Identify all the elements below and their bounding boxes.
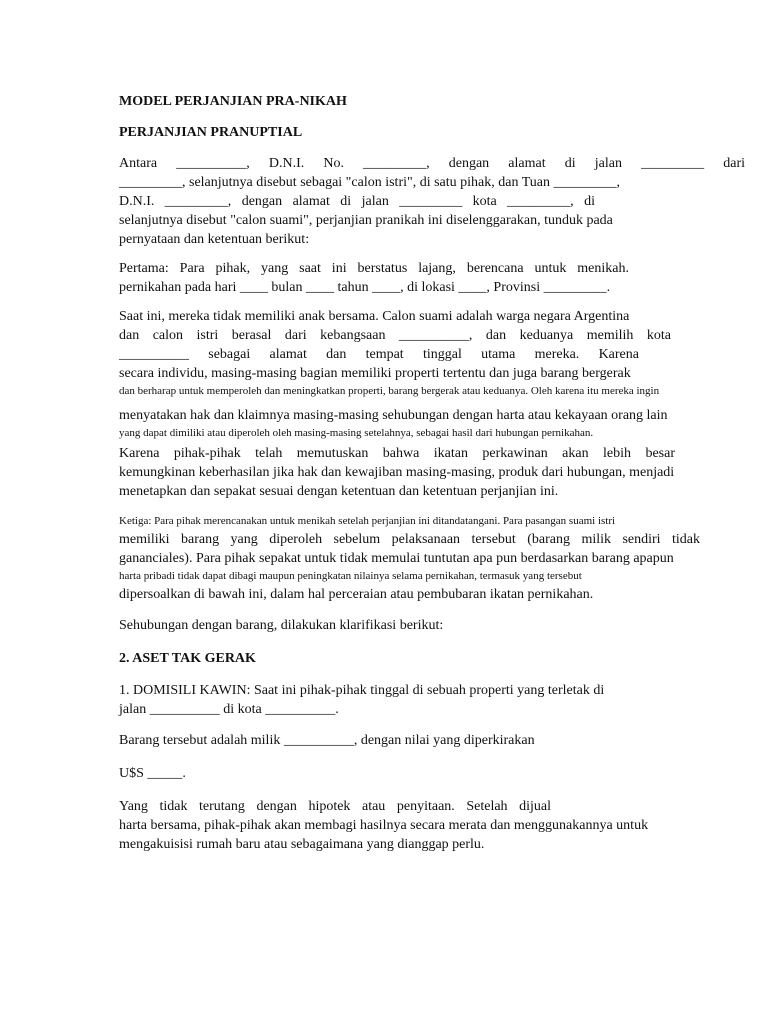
intro-line: pernyataan dan ketentuan berikut: <box>119 232 310 247</box>
section-2-heading: 2. ASET TAK GERAK <box>119 651 256 666</box>
kedua-line: secara individu, masing-masing bagian memiliki properti tertentu dan juga barang bergerak <box>119 366 631 381</box>
ketiga-line: harta pribadi tidak dapat dibagi maupun peningkatan nilainya selama pernikahan, termasuk yang tersebut <box>119 570 582 582</box>
ketiga-line: gananciales). Para pihak sepakat untuk tidak memulai tuntutan apa pun berdasarkan barang apapun <box>119 551 674 566</box>
usd-paragraph: U$S _____. <box>119 766 186 781</box>
klarifikasi-paragraph: Sehubungan dengan barang, dilakukan klarifikasi berikut: <box>119 618 444 633</box>
hipotek-paragraph <box>119 797 745 854</box>
kedua-line: yang dapat dimiliki atau diperoleh oleh masing-masing setelahnya, sebagai hasil dari hubungan pernikahan. <box>119 427 594 439</box>
document-page <box>119 92 745 854</box>
kedua-line: dan berharap untuk memperoleh dan meningkatkan properti, barang bergerak atau keduanya. Oleh karena itu mereka ingin <box>119 385 660 397</box>
barang-paragraph: Barang tersebut adalah milik __________, dengan nilai yang diperkirakan <box>119 733 535 748</box>
kedua-line: Saat ini, mereka tidak memiliki anak bersama. Calon suami adalah warga negara Argentina <box>119 309 630 324</box>
ketiga-line: Ketiga: Para pihak merencanakan untuk menikah setelah perjanjian ini ditandatangani. Para pasangan suami istri <box>119 515 616 527</box>
hipotek-line: harta bersama, pihak-pihak akan membagi hasilnya secara merata dan menggunakannya untuk <box>119 818 649 833</box>
hipotek-line: mengakuisisi rumah baru atau sebagaimana yang dianggap perlu. <box>119 837 485 852</box>
intro-line: selanjutnya disebut "calon suami", perjanjian pranikah ini diselenggarakan, tunduk pada <box>119 213 613 228</box>
kedua-line: menyatakan hak dan klaimnya masing-masing sehubungan dengan harta atau kekayaan orang lain <box>119 408 668 423</box>
ketiga-line: memiliki barang yang diperoleh sebelum pelaksanaan tersebut (barang milik sendiri tidak <box>119 532 700 547</box>
kedua-line: Karena pihak-pihak telah memutuskan bahwa ikatan perkawinan akan lebih besar <box>119 446 675 461</box>
domisili-line: jalan __________ di kota __________. <box>119 702 339 717</box>
intro-line: _________, selanjutnya disebut sebagai "calon istri", di satu pihak, dan Tuan _________, <box>119 175 620 190</box>
kedua-line: menetapkan dan sepakat sesuai dengan ketentuan dan ketentuan perjanjian ini. <box>119 484 559 499</box>
hipotek-line: Yang tidak terutang dengan hipotek atau penyitaan. Setelah dijual <box>119 799 551 814</box>
domisili-line: 1. DOMISILI KAWIN: Saat ini pihak-pihak tinggal di sebuah properti yang terletak di <box>119 683 605 698</box>
ketiga-line: dipersoalkan di bawah ini, dalam hal perceraian atau pembubaran ikatan pernikahan. <box>119 587 594 602</box>
pertama-paragraph <box>119 259 745 297</box>
document-title: MODEL PERJANJIAN PRA-NIKAH <box>119 94 347 109</box>
kedua-paragraph <box>119 307 745 501</box>
intro-paragraph <box>119 154 745 249</box>
kedua-line: kemungkinan keberhasilan jika hak dan kewajiban masing-masing, produk dari hubungan, menjadi <box>119 465 675 480</box>
pertama-line: pernikahan pada hari ____ bulan ____ tahun ____, di lokasi ____, Provinsi _________. <box>119 280 611 295</box>
document-subtitle: PERJANJIAN PRANUPTIAL <box>119 125 303 140</box>
pertama-line: Pertama: Para pihak, yang saat ini berstatus lajang, berencana untuk menikah. <box>119 261 629 276</box>
kedua-line: dan calon istri berasal dari kebangsaan __________, dan keduanya memilih kota <box>119 328 671 343</box>
intro-line: D.N.I. _________, dengan alamat di jalan _________ kota _________, di <box>119 194 595 209</box>
domisili-paragraph <box>119 681 745 719</box>
intro-line: Antara __________, D.N.I. No. _________, dengan alamat di jalan _________ dari <box>119 156 745 171</box>
ketiga-paragraph <box>119 513 745 604</box>
kedua-line: __________ sebagai alamat dan tempat tinggal utama mereka. Karena <box>119 347 639 362</box>
